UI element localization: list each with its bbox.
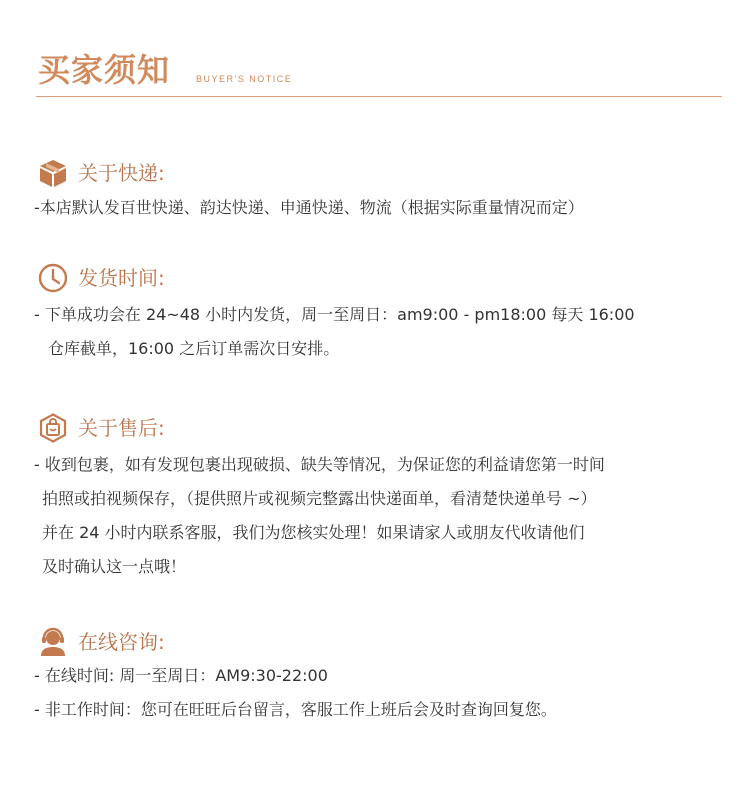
section-shipping-line: - 下单成功会在 24~48 小时内发货，周一至周日：am9:00 - pm18:00 每天 16:00 xyxy=(34,305,635,324)
section-after-sales-line: - 收到包裹，如有发现包裹出现破损、缺失等情况，为保证您的利益请您第一时间 xyxy=(34,455,605,474)
section-online-title: 在线咨询: xyxy=(78,630,165,654)
section-after-sales xyxy=(34,413,605,584)
section-online-head xyxy=(34,627,557,661)
shopping-bag-icon xyxy=(38,413,68,443)
section-express-title: 关于快递: xyxy=(78,161,165,185)
section-shipping-time xyxy=(34,263,635,366)
section-after-sales-head xyxy=(34,413,605,447)
customer-service-icon xyxy=(38,627,68,657)
section-express-head xyxy=(34,158,584,192)
section-online-consult xyxy=(34,627,557,727)
section-express-line: -本店默认发百世快递、韵达快递、申通快递、物流（根据实际重量情况而定） xyxy=(34,198,584,217)
section-after-sales-line: 及时确认这一点哦！ xyxy=(42,557,187,576)
section-after-sales-title: 关于售后: xyxy=(78,416,165,440)
header-divider xyxy=(36,96,722,97)
section-online-line: - 非工作时间：您可在旺旺后台留言，客服工作上班后会及时查询回复您。 xyxy=(34,700,557,719)
section-express xyxy=(34,158,584,225)
page-title: 买家须知 xyxy=(38,51,171,89)
clock-icon xyxy=(38,263,68,293)
notice-header xyxy=(36,44,722,97)
section-shipping-line: 仓库截单，16:00 之后订单需次日安排。 xyxy=(48,339,340,358)
section-after-sales-line: 拍照或拍视频保存，（提供照片或视频完整露出快递面单，看清楚快递单号 ~） xyxy=(42,489,597,508)
section-shipping-head xyxy=(34,263,635,297)
package-box-icon xyxy=(38,158,68,188)
section-online-line: - 在线时间: 周一至周日：AM9:30-22:00 xyxy=(34,666,328,685)
section-shipping-title: 发货时间: xyxy=(78,266,165,290)
section-after-sales-line: 并在 24 小时内联系客服，我们为您核实处理！如果请家人或朋友代收请他们 xyxy=(42,523,585,542)
page-subtitle: BUYER'S NOTICE xyxy=(196,74,293,84)
